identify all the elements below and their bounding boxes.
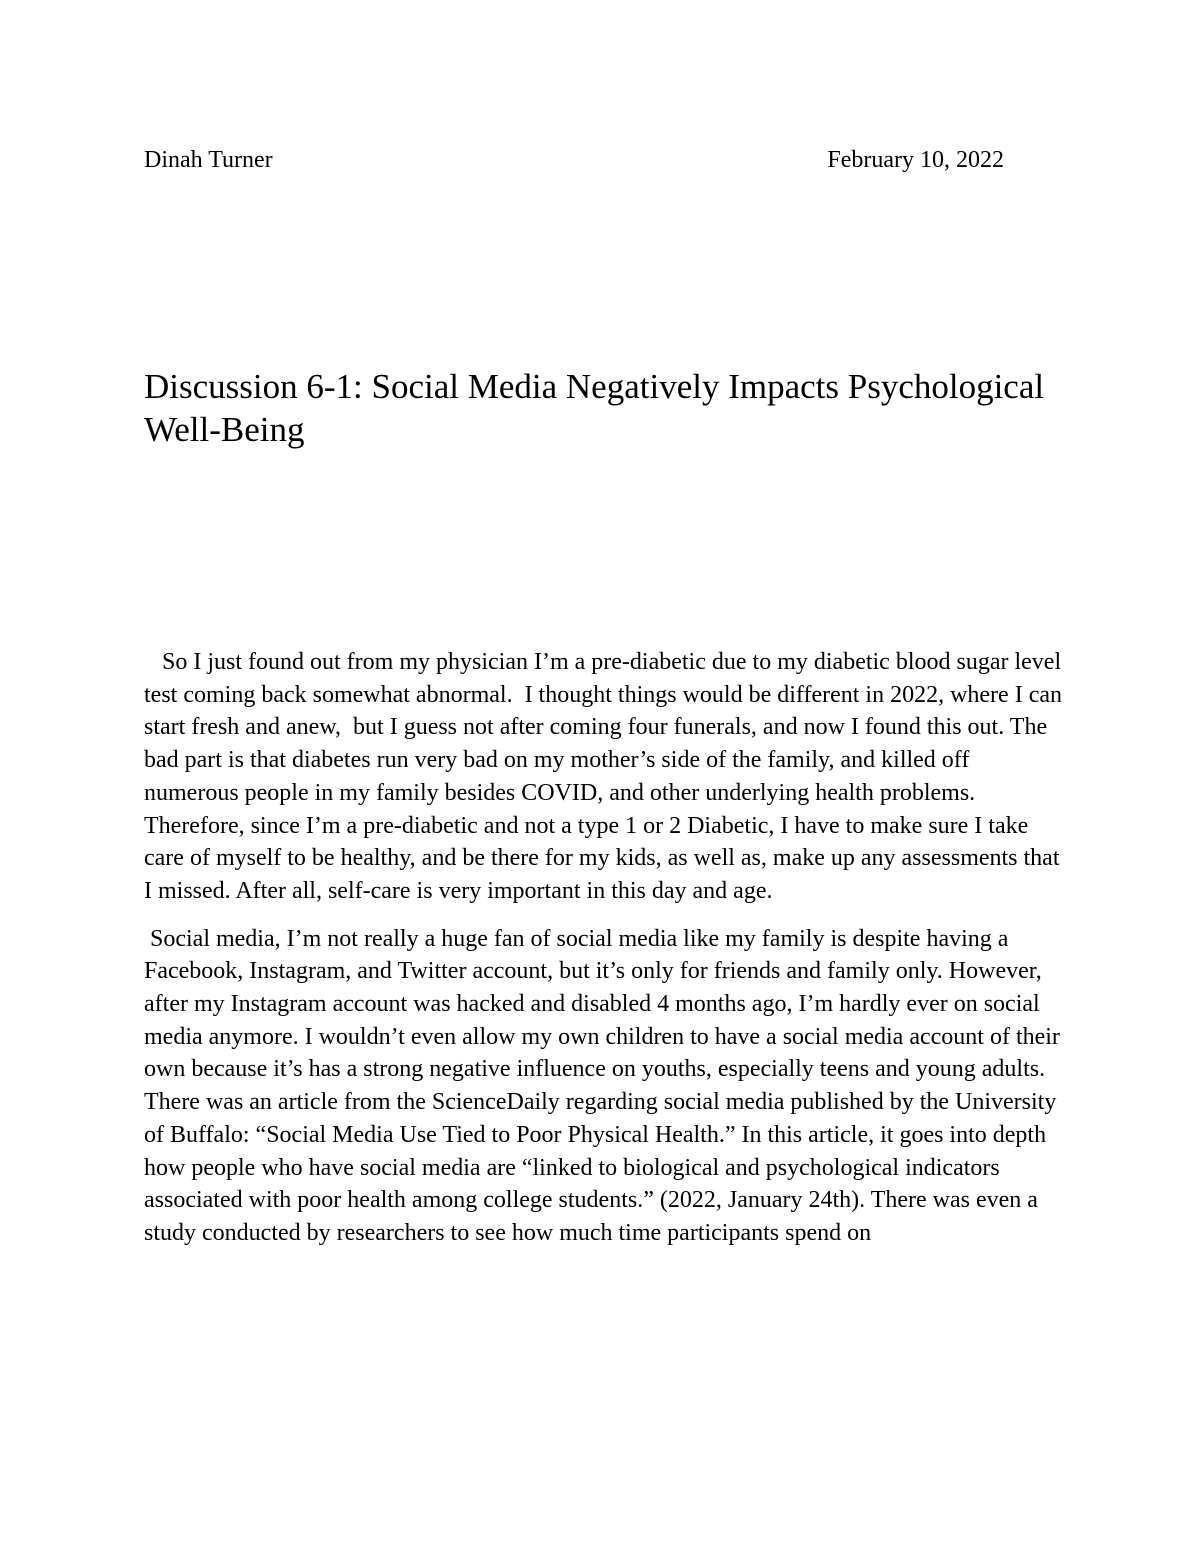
- author-name: Dinah Turner: [144, 147, 273, 173]
- document-date: February 10, 2022: [827, 147, 1004, 173]
- document-header: [144, 143, 1004, 177]
- paragraph: Social media, I’m not really a huge fan of social media like my family is despite having a Facebook, Instagram, and Twitter account, but it’s only for friends and family only. However, after my Instagram account was hacked and disabled 4 months ago, I’m hardly ever on social media anymore. I wouldn’t even allow my own children to have a social media account of their own because it’s has a strong negative influence on youths, especially teens and young adults. There was an article from the ScienceDaily regarding social media published by the University of Buffalo: “Social Media Use Tied to Poor Physical Health.” In this article, it goes into depth how people who have social media are “linked to biological and psychological indicators associated with poor health among college students.” (2022, January 24th). There was even a study conducted by researchers to see how much time participants spend on: [144, 925, 1066, 1246]
- paragraph: So I just found out from my physician I’m a pre-diabetic due to my diabetic blood sugar level test coming back somewhat abnormal. I thought things would be different in 2022, where I can start fresh and anew, but I guess not after coming four funerals, and now I found this out. The bad part is that diabetes run very bad on my mother’s side of the family, and killed off numerous people in my family besides COVID, and other underlying health problems. Therefore, since I’m a pre-diabetic and not a type 1 or 2 Diabetic, I have to make sure I take care of myself to be healthy, and be there for my kids, as well as, make up any assessments that I missed. After all, self-care is very important in this day and age.: [144, 649, 1068, 904]
- document-title: Discussion 6-1: Social Media Negatively Impacts Psychological Well-Being: [144, 367, 1045, 449]
- document-body: [144, 646, 1068, 1250]
